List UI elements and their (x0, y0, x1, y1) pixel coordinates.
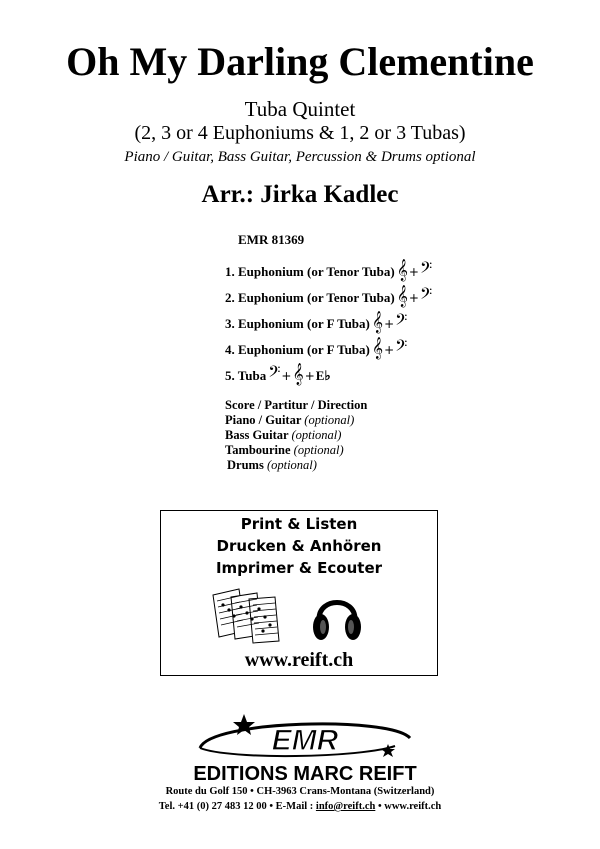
part-item (225, 311, 408, 333)
clef-group (371, 337, 408, 359)
page-title: Oh My Darling Clementine (66, 39, 534, 84)
emr-logo (160, 712, 450, 784)
bass-clef-icon: 𝄢 (395, 337, 408, 359)
extra-item (225, 443, 344, 458)
part-label: 5. Tuba (225, 367, 267, 383)
part-label: 4. Euphonium (or F Tuba) (225, 341, 370, 357)
plus-sign: + (408, 264, 419, 279)
extra-note: (optional) (304, 413, 355, 427)
plus-sign: + (304, 368, 315, 383)
sheet-music-icon (209, 587, 283, 645)
extra-item (225, 428, 341, 443)
bass-clef-icon: 𝄢 (268, 363, 281, 385)
extra-item (227, 458, 317, 473)
treble-clef-icon: 𝄞 (396, 285, 408, 307)
extra-label: Drums (227, 458, 264, 472)
logo-mark: EMR (271, 724, 339, 757)
arranger: Arr.: Jirka Kadlec (201, 181, 399, 208)
extra-item (225, 398, 367, 413)
clef-group (371, 311, 408, 333)
subtitle: Tuba Quintet (244, 97, 356, 121)
bass-clef-icon: 𝄢 (419, 259, 433, 281)
treble-clef-icon: 𝄞 (371, 311, 384, 333)
clef-group (396, 259, 433, 281)
promo-line-1: Print & Listen (240, 515, 358, 533)
clef-group (396, 285, 433, 307)
extra-label: Tambourine (225, 443, 291, 457)
print-listen-box[interactable] (160, 510, 438, 676)
instrumentation: (2, 3 or 4 Euphoniums & 1, 2 or 3 Tubas) (134, 122, 466, 144)
clef-group (268, 363, 331, 385)
bass-clef-icon: 𝄢 (395, 311, 408, 333)
promo-line-3: Imprimer & Ecouter (215, 559, 383, 577)
extra-note: (optional) (266, 458, 317, 472)
catalog-number: EMR 81369 (238, 232, 305, 247)
part-item (225, 285, 433, 307)
plus-sign: + (408, 290, 419, 305)
email-link[interactable]: info@reift.ch (315, 801, 376, 812)
eb-label: E♭ (315, 367, 331, 383)
plus-sign: + (384, 316, 395, 331)
extra-label: Score / Partitur / Direction (225, 398, 368, 412)
extra-note: (optional) (293, 443, 344, 457)
bass-clef-icon: 𝄢 (419, 285, 433, 307)
extra-label: Piano / Guitar (225, 413, 302, 427)
contact-prefix: Tel. +41 (0) 27 483 12 00 • E-Mail : (158, 801, 316, 812)
extra-label: Bass Guitar (225, 428, 289, 442)
treble-clef-icon: 𝄞 (396, 259, 408, 281)
part-item (225, 337, 408, 359)
part-label: 1. Euphonium (or Tenor Tuba) (225, 263, 395, 279)
address-line-1: Route du Golf 150 • CH-3963 Crans-Montana (Switzerland) (165, 786, 435, 797)
treble-clef-icon: 𝄞 (371, 337, 384, 359)
headphones-icon (311, 585, 363, 645)
part-label: 3. Euphonium (or F Tuba) (225, 315, 370, 331)
website-link[interactable]: www.reift.ch (244, 649, 354, 671)
part-item (225, 363, 331, 385)
promo-line-2: Drucken & Anhören (216, 537, 382, 555)
part-label: 2. Euphonium (or Tenor Tuba) (225, 289, 395, 305)
extra-item (225, 413, 354, 428)
contact-suffix: • www.reift.ch (375, 801, 442, 812)
plus-sign: + (281, 368, 292, 383)
logo-name: EDITIONS MARC REIFT (193, 763, 417, 784)
extra-note: (optional) (291, 428, 342, 442)
address-line-2 (0, 801, 600, 812)
optional-note: Piano / Guitar, Bass Guitar, Percussion & Drums optional (124, 149, 476, 165)
treble-clef-icon: 𝄞 (292, 363, 304, 385)
plus-sign: + (384, 342, 395, 357)
part-item (225, 259, 433, 281)
